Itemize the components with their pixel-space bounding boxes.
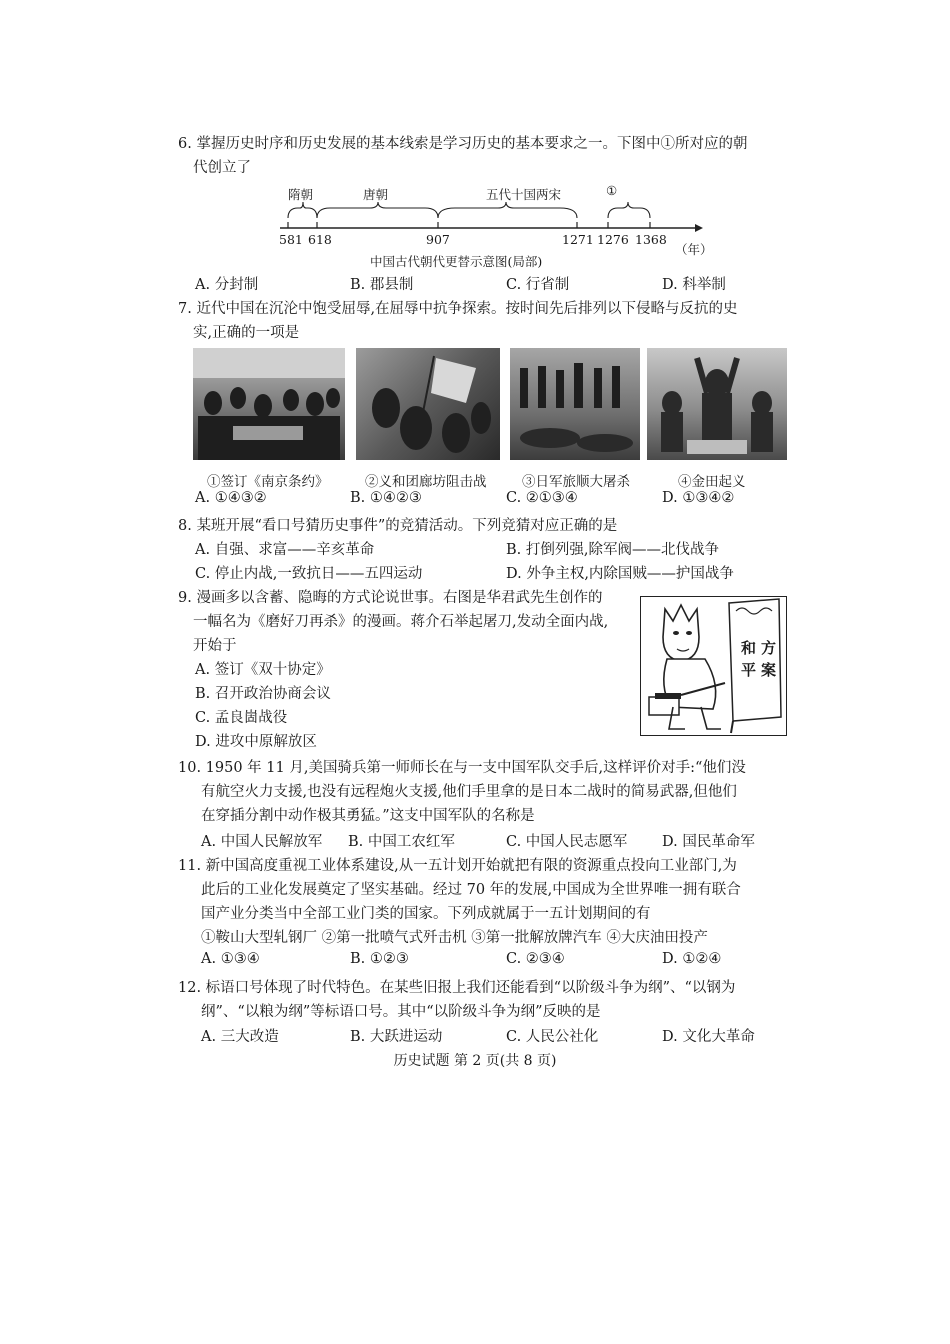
- q9-stem-line1: 9. 漫画多以含蓄、隐晦的方式论说世事。右图是华君武先生创作的: [178, 590, 603, 606]
- timeline-caption: 中国古代朝代更替示意图(局部): [370, 254, 543, 269]
- q9-option-d[interactable]: D. 进攻中原解放区: [195, 734, 317, 750]
- q9-option-c[interactable]: C. 孟良崮战役: [195, 710, 288, 726]
- photo-boxer-battle: [356, 348, 500, 460]
- q8-stem: 8. 某班开展“看口号猜历史事件”的竞猜活动。下列竞猜对应正确的是: [178, 518, 618, 534]
- q12-stem-line2: 纲”、“以粮为纲”等标语口号。其中“以阶级斗争为纲”反映的是: [201, 1004, 601, 1020]
- q11-option-d[interactable]: D. ①②④: [662, 951, 722, 967]
- q8-option-a[interactable]: A. 自强、求富——辛亥革命: [195, 542, 375, 558]
- q9-option-b[interactable]: B. 召开政治协商会议: [195, 686, 331, 702]
- timeline-period-song: 五代十国两宋: [486, 187, 562, 202]
- timeline-period-sui: 隋朝: [288, 187, 314, 202]
- q12-stem-line1: 12. 标语口号体现了时代特色。在某些旧报上我们还能看到“以阶级斗争为纲”、“以钢为: [178, 980, 736, 996]
- timeline-year-1271: 1271: [562, 232, 594, 247]
- q12-option-c[interactable]: C. 人民公社化: [506, 1029, 599, 1045]
- q8-option-d[interactable]: D. 外争主权,内除国贼——护国战争: [506, 566, 734, 582]
- q7-option-c[interactable]: C. ②①③④: [506, 490, 578, 506]
- q11-stem-line1: 11. 新中国高度重视工业体系建设,从一五计划开始就把有限的资源重点投向工业部门,为: [178, 858, 737, 874]
- cartoon-sign-char-3: 平: [741, 661, 757, 679]
- timeline-year-907: 907: [426, 232, 450, 247]
- timeline-period-tang: 唐朝: [363, 187, 389, 202]
- q7-stem-line2: 实,正确的一项是: [193, 325, 300, 341]
- timeline-year-618: 618: [308, 232, 332, 247]
- cartoon-sign-char-2: 方: [761, 639, 777, 657]
- page-footer: 历史试题 第 2 页(共 8 页): [393, 1053, 557, 1069]
- q6-option-c[interactable]: C. 行省制: [506, 277, 570, 293]
- q10-option-c[interactable]: C. 中国人民志愿军: [506, 834, 628, 850]
- q8-option-b[interactable]: B. 打倒列强,除军阀——北伐战争: [506, 542, 719, 558]
- photo-lushun-figures: [510, 348, 640, 460]
- photo-lushun-massacre: [510, 348, 640, 460]
- cartoon-sharpen-knife: [640, 596, 787, 736]
- timeline-year-1276: 1276: [597, 232, 629, 247]
- photo-nanjing-treaty: [193, 348, 345, 460]
- q9-stem-line2: 一幅名为《磨好刀再杀》的漫画。蒋介石举起屠刀,发动全面内战,: [193, 614, 609, 630]
- timeline-year-1368: 1368: [635, 232, 667, 247]
- q12-option-b[interactable]: B. 大跃进运动: [350, 1029, 443, 1045]
- q6-stem-line1: 6. 掌握历史时序和历史发展的基本线索是学习历史的基本要求之一。下图中①所对应的朝: [178, 136, 748, 152]
- q12-option-a[interactable]: A. 三大改造: [201, 1029, 279, 1045]
- q9-option-a[interactable]: A. 签订《双十协定》: [195, 662, 331, 678]
- q11-option-b[interactable]: B. ①②③: [350, 951, 409, 967]
- photo-caption-2: ②义和团廊坊阻击战: [365, 474, 487, 490]
- q11-option-a[interactable]: A. ①③④: [201, 951, 260, 967]
- photo-jintian-uprising: [647, 348, 787, 460]
- photo-boxer-figures: [356, 348, 500, 460]
- q10-stem-line1: 10. 1950 年 11 月,美国骑兵第一师师长在与一支中国军队交手后,这样评价对手:“他们没: [178, 760, 746, 776]
- photo-caption-3: ③日军旅顺大屠杀: [522, 474, 630, 490]
- q11-stem-line3: 国产业分类当中全部工业门类的国家。下列成就属于一五计划期间的有: [201, 906, 651, 922]
- q7-option-a[interactable]: A. ①④③②: [195, 490, 267, 506]
- q10-stem-line3: 在穿插分割中动作极其勇猛。”这支中国军队的名称是: [201, 808, 535, 824]
- q11-items: ①鞍山大型轧钢厂 ②第一批喷气式歼击机 ③第一批解放牌汽车 ④大庆油田投产: [201, 930, 708, 946]
- photo-caption-4: ④金田起义: [678, 474, 746, 490]
- cartoon-sign-char-1: 和: [741, 639, 757, 657]
- cartoon-sign-char-4: 案: [761, 661, 777, 679]
- timeline-period-blank: ①: [606, 183, 618, 198]
- q11-option-c[interactable]: C. ②③④: [506, 951, 565, 967]
- photo-jintian-statues: [647, 348, 787, 460]
- q7-option-b[interactable]: B. ①④②③: [350, 490, 422, 506]
- q6-option-a[interactable]: A. 分封制: [195, 277, 259, 293]
- q6-option-b[interactable]: B. 郡县制: [350, 277, 414, 293]
- timeline-unit: （年）: [675, 242, 713, 257]
- q9-stem-line3: 开始于: [193, 638, 237, 654]
- q10-option-a[interactable]: A. 中国人民解放军: [201, 834, 323, 850]
- photo-nanjing-figures: [193, 348, 345, 460]
- q8-option-c[interactable]: C. 停止内战,一致抗日——五四运动: [195, 566, 423, 582]
- q10-option-d[interactable]: D. 国民革命军: [662, 834, 755, 850]
- q12-option-d[interactable]: D. 文化大革命: [662, 1029, 755, 1045]
- q10-stem-line2: 有航空火力支援,也没有远程炮火支援,他们手里拿的是日本二战时的简易武器,但他们: [201, 784, 737, 800]
- q11-stem-line2: 此后的工业化发展奠定了坚实基础。经过 70 年的发展,中国成为全世界唯一拥有联合: [201, 882, 741, 898]
- q6-option-d[interactable]: D. 科举制: [662, 277, 726, 293]
- q7-stem-line1: 7. 近代中国在沉沦中饱受屈辱,在屈辱中抗争探索。按时间先后排列以下侵略与反抗的史: [178, 301, 738, 317]
- photo-caption-1: ①签订《南京条约》: [207, 474, 329, 490]
- timeline-year-581: 581: [279, 232, 303, 247]
- q7-option-d[interactable]: D. ①③④②: [662, 490, 735, 506]
- q10-option-b[interactable]: B. 中国工农红军: [348, 834, 455, 850]
- q6-stem-line2: 代创立了: [193, 160, 251, 176]
